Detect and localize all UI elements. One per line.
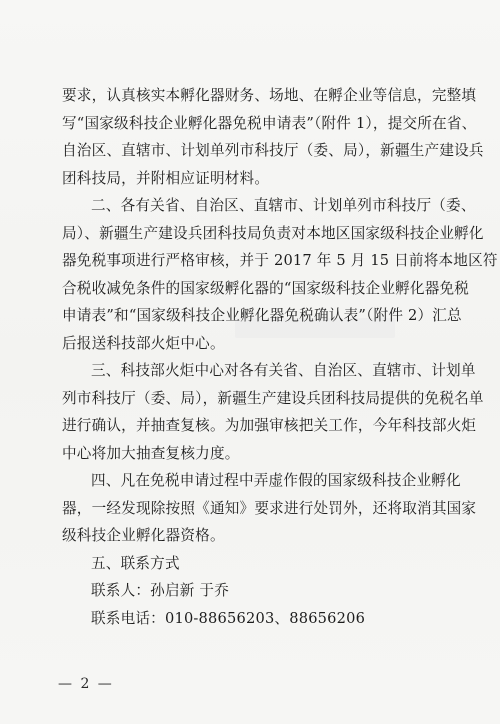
paragraph-2 — [62, 192, 498, 357]
paragraph-1 — [62, 82, 484, 192]
paragraph-1-line-1: 要求，认真核实本孵化器财务、场地、在孵企业等信息，完整填 — [62, 87, 477, 104]
paragraph-2-line-5: 申请表”和“国家级科技企业孵化器免税确认表”（附件 2）汇总 — [62, 307, 462, 324]
contact-person: 联系人：孙启新 于乔 — [91, 582, 229, 599]
page-number: — 2 — — [58, 676, 114, 692]
paragraph-2-line-1: 二、各有关省、自治区、直辖市、计划单列市科技厅（委、 — [91, 197, 476, 214]
paragraph-3-line-2: 列市科技厅（委、局），新疆生产建设兵团科技局提供的免税名单 — [62, 389, 484, 407]
paragraph-4-line-2: 器，一经发现除按照《通知》要求进行处罚外，还将取消其国家 — [62, 499, 477, 517]
paragraph-4 — [62, 467, 477, 550]
paragraph-2-line-4: 合税收减免条件的国家级孵化器的“国家级科技企业孵化器免税 — [62, 279, 470, 297]
paragraph-3-line-1: 三、科技部火炬中心对各有关省、自治区、直辖市、计划单 — [91, 362, 476, 379]
paragraph-2-line-6: 后报送科技部火炬中心。 — [62, 334, 225, 352]
section-5 — [62, 550, 458, 633]
paragraph-1-line-2: 写“国家级科技企业孵化器免税申请表”（附件 1），提交所在省、 — [62, 114, 477, 132]
paragraph-3-line-3: 进行确认，并抽查复核。为加强审核把关工作，今年科技部火炬 — [62, 417, 477, 434]
paragraph-4-line-1: 四、凡在免税申请过程中弄虚作假的国家级科技企业孵化 — [91, 472, 461, 489]
paragraph-2-line-3: 器免税事项进行严格审核，并于 2017 年 5 月 15 日前将本地区符 — [62, 252, 498, 269]
document-body — [62, 82, 498, 632]
contact-phone: 联系电话：010-88656203、88656206 — [91, 609, 366, 627]
section-5-heading: 五、联系方式 — [91, 554, 180, 572]
paragraph-1-line-4: 团科技局，并附相应证明材料。 — [62, 169, 270, 187]
paragraph-3 — [62, 357, 484, 467]
paragraph-3-line-4: 中心将加大抽查复核力度。 — [62, 444, 240, 462]
paragraph-4-line-3: 级科技企业孵化器资格。 — [62, 527, 225, 544]
paragraph-2-line-2: 局）、新疆生产建设兵团科技局负责对本地区国家级科技企业孵化 — [62, 224, 484, 242]
paragraph-1-line-3: 自治区、直辖市、计划单列市科技厅（委、局），新疆生产建设兵 — [62, 142, 484, 159]
